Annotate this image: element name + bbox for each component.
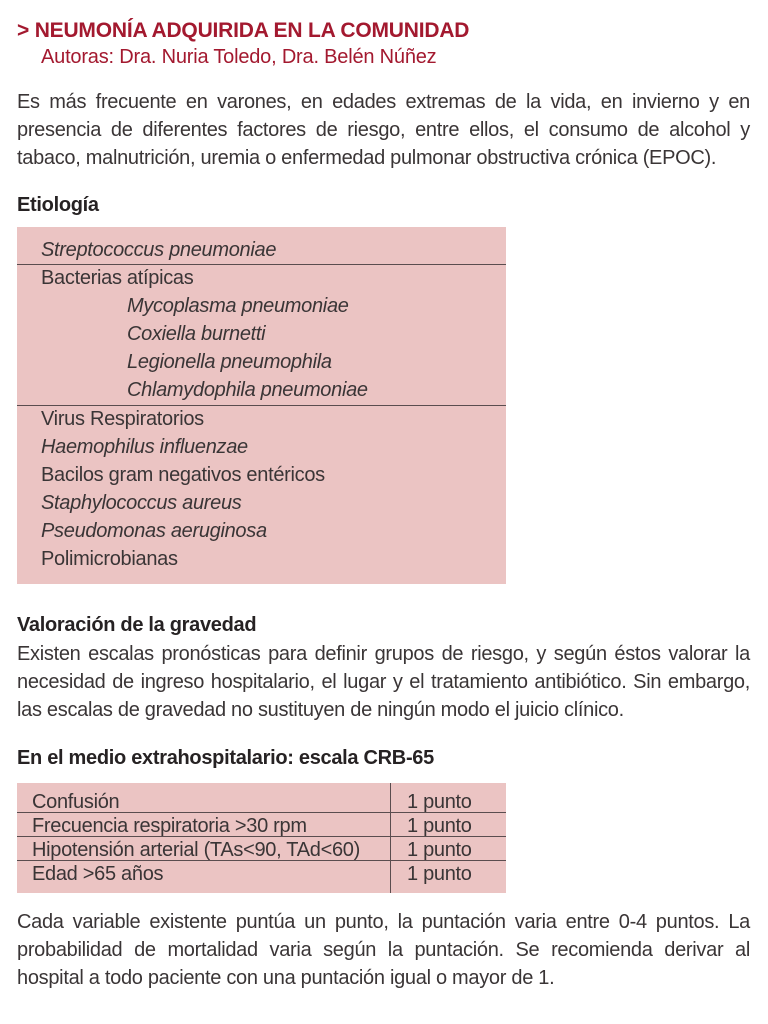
conclusion-paragraph: Cada variable existente puntúa un punto, la puntación varia entre 0-4 puntos. La probabilidad de mortalidad varia según la puntación. Se recomienda derivar al hospital a todo paciente con una puntación igual o mayor de 1.	[17, 911, 750, 989]
crb65-score: 1 punto	[407, 863, 472, 885]
page-title: > NEUMONÍA ADQUIRIDA EN LA COMUNIDAD	[17, 19, 470, 42]
etiologia-item: Haemophilus influenzae	[41, 436, 248, 458]
valoracion-paragraph: Existen escalas pronósticas para definir grupos de riesgo, y según éstos valorar la necesidad de ingreso hospitalario, el lugar y el tratamiento antibiótico. Sin embargo, las escalas de gravedad no sustituyen de ningún modo el juicio clínico.	[17, 643, 750, 721]
crb65-criterion: Hipotensión arterial (TAs<90, TAd<60)	[32, 839, 360, 861]
etiologia-item: Legionella pneumophila	[127, 351, 332, 373]
etiologia-table	[17, 227, 506, 584]
etiologia-item: Bacterias atípicas	[41, 267, 194, 289]
etiologia-item: Pseudomonas aeruginosa	[41, 520, 267, 542]
etiologia-item: Streptococcus pneumoniae	[41, 239, 277, 261]
crb65-table	[17, 783, 506, 893]
crb65-score: 1 punto	[407, 839, 472, 861]
etiologia-item: Coxiella burnetti	[127, 323, 266, 345]
crb65-score: 1 punto	[407, 815, 472, 837]
crb65-criterion: Confusión	[32, 791, 120, 813]
etiologia-item: Bacilos gram negativos entéricos	[41, 464, 325, 486]
etiologia-item: Staphylococcus aureus	[41, 492, 242, 514]
etiologia-item: Virus Respiratorios	[41, 408, 204, 430]
table-column-divider	[390, 783, 391, 893]
etiologia-item: Chlamydophila pneumoniae	[127, 379, 368, 401]
etiologia-item: Polimicrobianas	[41, 548, 178, 570]
crb65-criterion: Edad >65 años	[32, 863, 164, 885]
intro-paragraph: Es más frecuente en varones, en edades extremas de la vida, en invierno y en presencia de diferentes factores de riesgo, entre ellos, el consumo de alcohol y tabaco, malnutrición, uremia o enfermedad pulmonar obstructiva crónica (EPOC).	[17, 91, 750, 169]
authors-line: Autoras: Dra. Nuria Toledo, Dra. Belén Núñez	[41, 46, 437, 68]
etiologia-heading: Etiología	[17, 194, 99, 216]
valoracion-heading: Valoración de la gravedad	[17, 614, 257, 636]
crb65-heading: En el medio extrahospitalario: escala CRB-65	[17, 747, 434, 769]
crb65-score: 1 punto	[407, 791, 472, 813]
crb65-criterion: Frecuencia respiratoria >30 rpm	[32, 815, 307, 837]
etiologia-item: Mycoplasma pneumoniae	[127, 295, 349, 317]
